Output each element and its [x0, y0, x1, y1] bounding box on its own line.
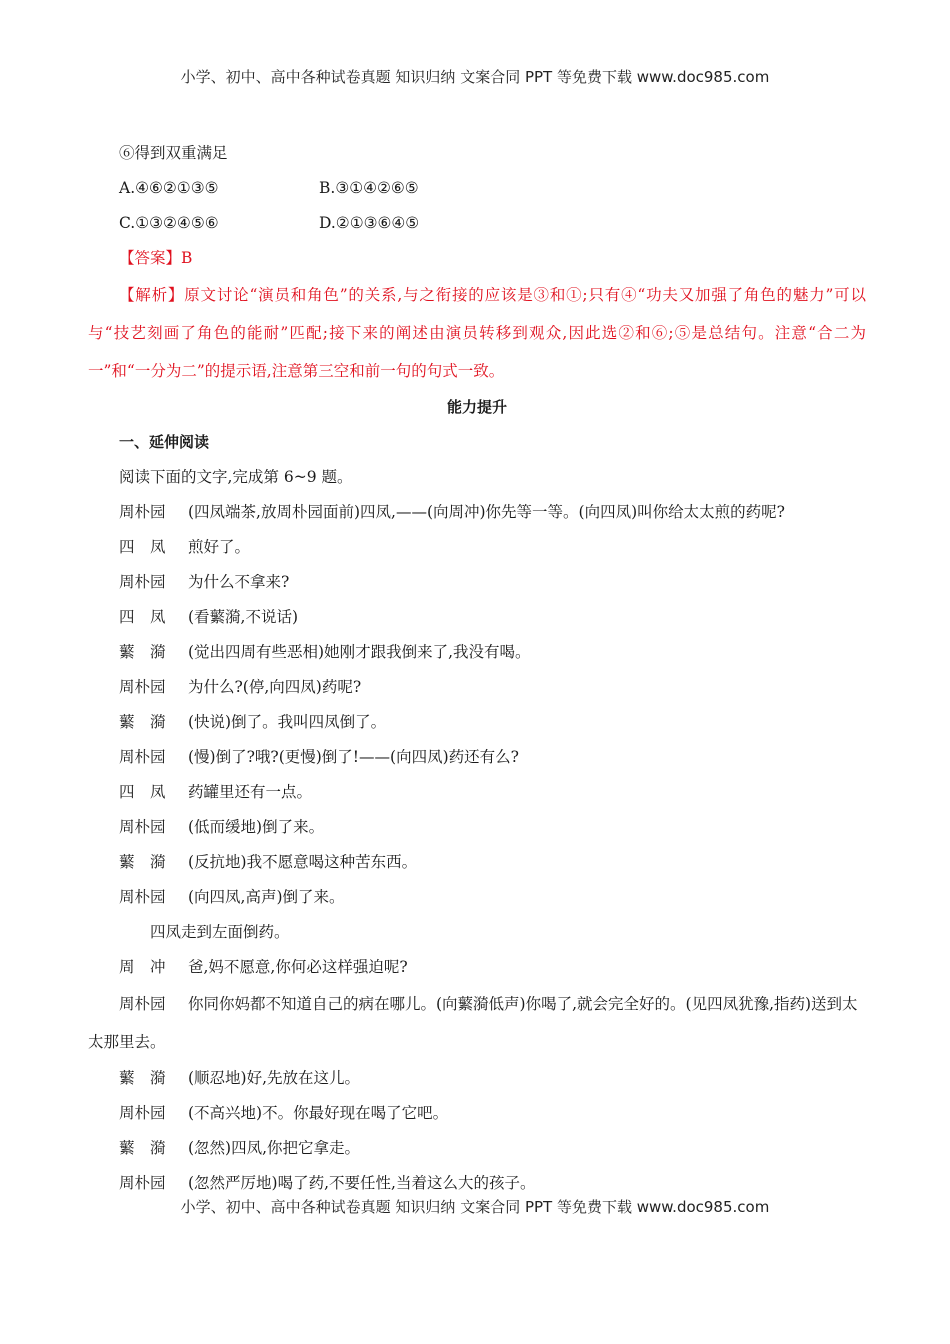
- answer-line: [88, 241, 866, 276]
- speaker: 周朴园: [119, 1104, 166, 1122]
- option-b: B.③①④②⑥⑤: [319, 179, 419, 197]
- dialogue-line: [88, 495, 866, 530]
- instruction: 阅读下面的文字,完成第 6~9 题。: [119, 468, 353, 486]
- page-footer: 小学、初中、高中各种试卷真题 知识归纳 文案合同 PPT 等免费下载 www.doc985.com: [180, 1198, 770, 1216]
- option-c: C.①③②④⑤⑥: [119, 214, 219, 232]
- section-title: 能力提升: [446, 398, 507, 416]
- speech: (慢)倒了?哦?(更慢)倒了!——(向四凤)药还有么?: [188, 748, 519, 766]
- speaker: 周朴园: [119, 748, 166, 766]
- script-block-1: [88, 495, 866, 915]
- speech: (不高兴地)不。你最好现在喝了它吧。: [188, 1104, 449, 1122]
- speech: (觉出四周有些恶相)她刚才跟我倒来了,我没有喝。: [188, 643, 531, 661]
- dialogue-line: [88, 740, 866, 775]
- speech: (顺忍地)好,先放在这儿。: [188, 1069, 361, 1087]
- stage-direction: 四凤走到左面倒药。: [150, 923, 290, 941]
- question-item-6: ⑥得到双重满足: [119, 144, 228, 162]
- speaker: 蘩 漪: [119, 643, 166, 661]
- dialogue-line: [88, 950, 866, 985]
- speech: 你同你妈都不知道自己的病在哪儿。(向蘩漪低声)你喝了,就会完全好的。(见四凤犹豫,指药)送到太太那里去。: [88, 995, 858, 1051]
- option-d: D.②①③⑥④⑤: [319, 214, 420, 232]
- speaker: 周朴园: [119, 888, 166, 906]
- speaker: 四 凤: [119, 608, 166, 626]
- speech: (看蘩漪,不说话): [188, 608, 299, 626]
- speech: (快说)倒了。我叫四凤倒了。: [188, 713, 387, 731]
- speaker: 蘩 漪: [119, 1069, 166, 1087]
- dialogue-line-long: [88, 985, 866, 1061]
- speaker: 蘩 漪: [119, 1139, 166, 1157]
- speaker: 四 凤: [119, 538, 166, 556]
- options-row-1: [88, 171, 866, 206]
- speech: (反抗地)我不愿意喝这种苦东西。: [188, 853, 418, 871]
- speech: 爸,妈不愿意,你何必这样强迫呢?: [188, 958, 408, 976]
- speaker: 周朴园: [119, 573, 166, 591]
- speaker: 周朴园: [119, 678, 166, 696]
- analysis-paragraph: [88, 276, 866, 390]
- page-header: 小学、初中、高中各种试卷真题 知识归纳 文案合同 PPT 等免费下载 www.doc985.com: [180, 68, 770, 86]
- speech: 为什么?(停,向四凤)药呢?: [188, 678, 362, 696]
- dialogue-line: [88, 600, 866, 635]
- dialogue-line: [88, 565, 866, 600]
- answer-label: 【答案】: [119, 249, 182, 267]
- speaker: 周朴园: [119, 995, 166, 1013]
- dialogue-line: [88, 880, 866, 915]
- speaker: 四 凤: [119, 783, 166, 801]
- dialogue-line: [88, 845, 866, 880]
- dialogue-line: [88, 1096, 866, 1131]
- speech: 药罐里还有一点。: [188, 783, 313, 801]
- speech: (向四凤,高声)倒了来。: [188, 888, 345, 906]
- section-subtitle: 一、延伸阅读: [119, 433, 210, 451]
- dialogue-line: [88, 1131, 866, 1166]
- speaker: 蘩 漪: [119, 713, 166, 731]
- dialogue-line: [88, 1061, 866, 1096]
- speaker: 周朴园: [119, 503, 166, 521]
- speech: (低而缓地)倒了来。: [188, 818, 325, 836]
- speaker: 周朴园: [119, 1174, 166, 1192]
- document-body: [88, 136, 866, 1201]
- speech: 煎好了。: [188, 538, 251, 556]
- dialogue-line: [88, 775, 866, 810]
- speaker: 周 冲: [119, 958, 166, 976]
- speech: (忽然)四凤,你把它拿走。: [188, 1139, 361, 1157]
- answer-value: B: [181, 249, 193, 267]
- option-a: A.④⑥②①③⑤: [119, 179, 219, 197]
- analysis-label: 【解析】: [119, 286, 185, 304]
- analysis-text: 原文讨论“演员和角色”的关系,与之衔接的应该是③和①;只有④“功夫又加强了角色的魅力”可以与“技艺刻画了角色的能耐”匹配;接下来的阐述由演员转移到观众,因此选②和⑥;⑤是总结句。注意“合二为一”和“一分为二”的提示语,注意第三空和前一句的句式一致。: [88, 286, 866, 380]
- dialogue-line: [88, 670, 866, 705]
- speaker: 周朴园: [119, 818, 166, 836]
- options-row-2: [88, 206, 866, 241]
- speaker: 蘩 漪: [119, 853, 166, 871]
- dialogue-line: [88, 705, 866, 740]
- speech: 为什么不拿来?: [188, 573, 290, 591]
- dialogue-line: [88, 530, 866, 565]
- speech: (四凤端茶,放周朴园面前)四凤,——(向周冲)你先等一等。(向四凤)叫你给太太煎的药呢?: [188, 503, 785, 521]
- speech: (忽然严厉地)喝了药,不要任性,当着这么大的孩子。: [188, 1174, 536, 1192]
- dialogue-line: [88, 810, 866, 845]
- dialogue-line: [88, 635, 866, 670]
